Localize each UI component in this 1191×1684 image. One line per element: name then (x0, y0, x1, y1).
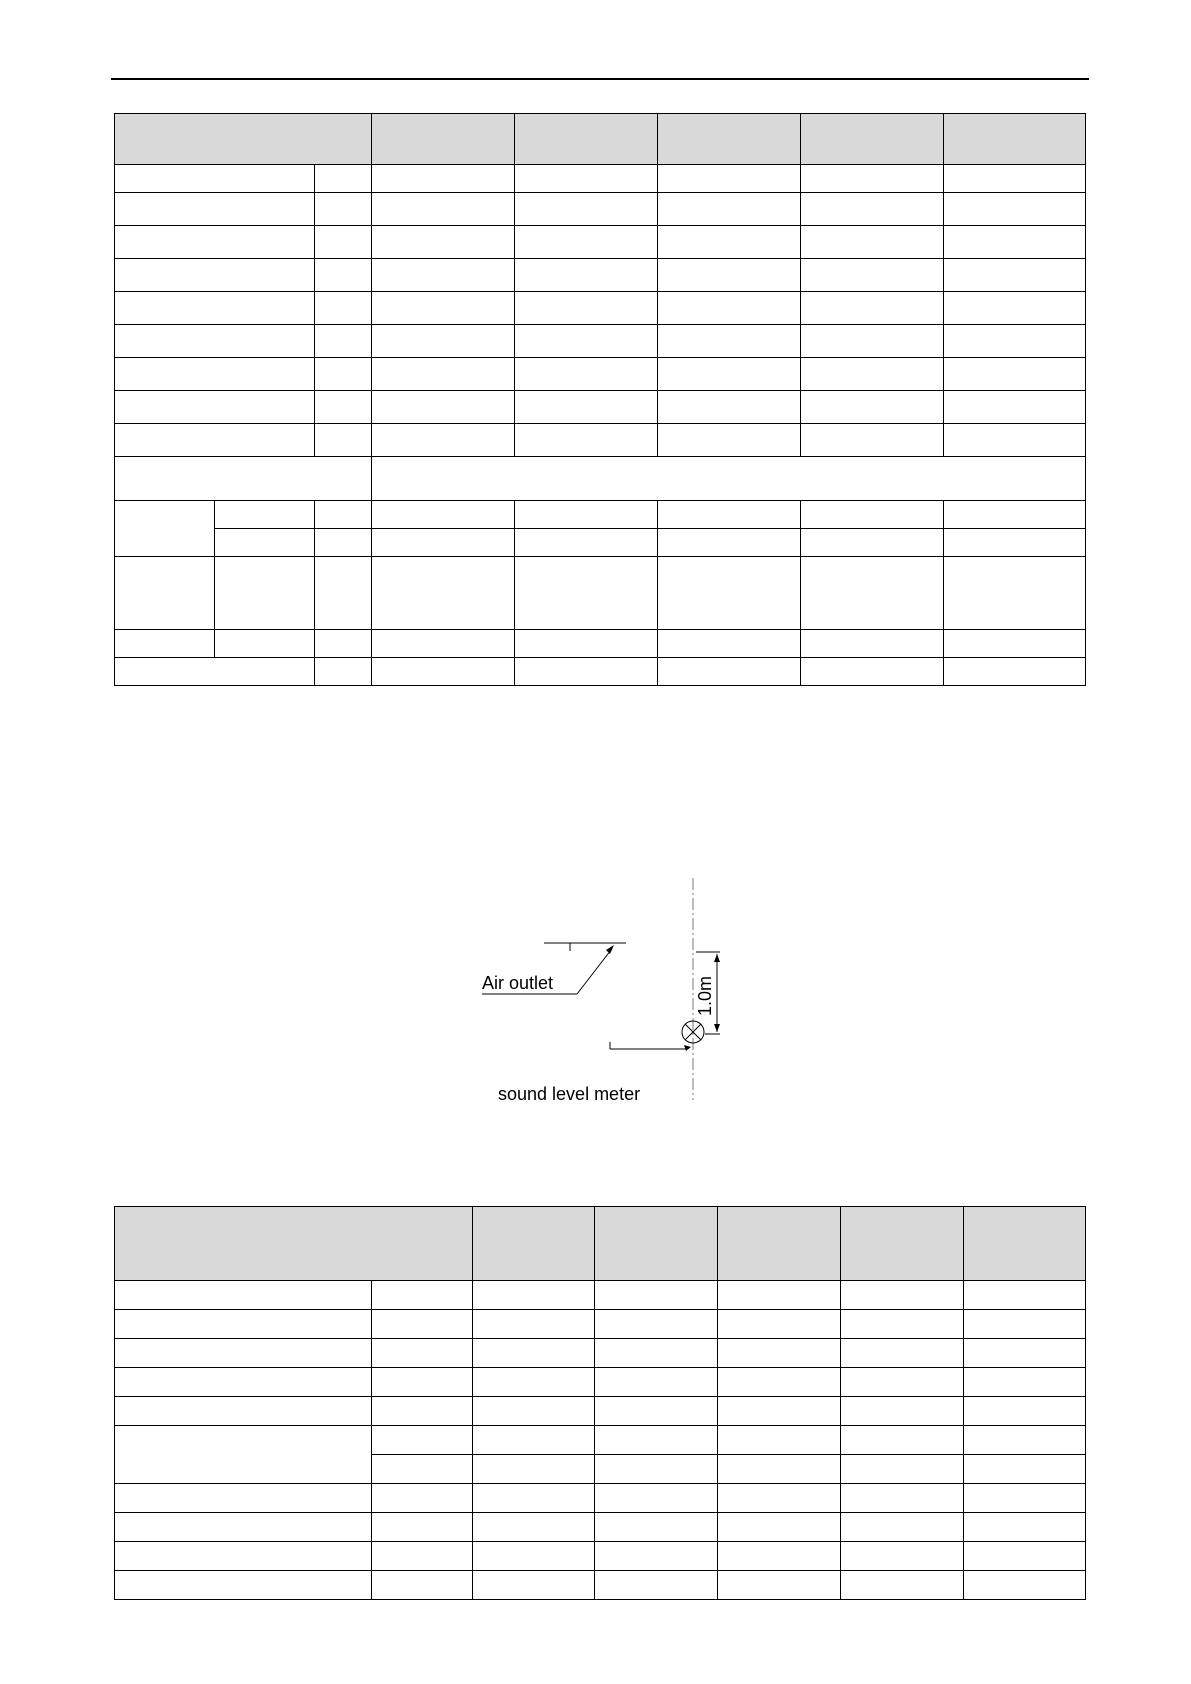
table-cell (964, 1455, 1086, 1484)
dimension-arrow-bottom (714, 1024, 720, 1032)
table-row (115, 501, 1086, 529)
air-outlet-label: Air outlet (482, 973, 554, 993)
table-row (115, 557, 1086, 630)
table-cell (595, 1513, 718, 1542)
table-cell (595, 1426, 718, 1455)
table-row (115, 1571, 1086, 1600)
table-row (115, 1368, 1086, 1397)
table-cell (115, 1571, 372, 1600)
table-row (115, 630, 1086, 658)
table-row (115, 226, 1086, 259)
table-cell (515, 165, 658, 193)
table-cell (515, 226, 658, 259)
table-cell (372, 1281, 473, 1310)
table-cell (944, 391, 1086, 424)
table-row (115, 529, 1086, 557)
table-cell (372, 658, 515, 686)
table-cell (944, 292, 1086, 325)
table-cell (658, 325, 801, 358)
table-cell (473, 1455, 595, 1484)
table-cell (315, 529, 372, 557)
table-cell (944, 259, 1086, 292)
table-cell (801, 501, 944, 529)
table-cell-group (115, 501, 215, 557)
table-cell (944, 193, 1086, 226)
table-cell (372, 226, 515, 259)
table-cell (115, 292, 315, 325)
distance-label: 1.0m (695, 975, 715, 1016)
table-cell (315, 193, 372, 226)
table-cell (658, 292, 801, 325)
table-cell (801, 424, 944, 457)
table-cell (944, 658, 1086, 686)
table-row (115, 292, 1086, 325)
table-cell (515, 193, 658, 226)
table-cell (372, 325, 515, 358)
table-cell (944, 630, 1086, 658)
header-cell (115, 114, 372, 165)
table-cell (658, 226, 801, 259)
table-cell (115, 325, 315, 358)
table-cell (841, 1455, 964, 1484)
table-cell (115, 1368, 372, 1397)
table-cell (944, 557, 1086, 630)
table-cell (315, 658, 372, 686)
table-cell (964, 1542, 1086, 1571)
table-cell (515, 630, 658, 658)
table-header-row (115, 1207, 1086, 1281)
table-cell (944, 165, 1086, 193)
header-rule (111, 78, 1089, 80)
table-cell (718, 1339, 841, 1368)
table-cell (595, 1484, 718, 1513)
table-cell (115, 1484, 372, 1513)
table-cell (718, 1310, 841, 1339)
table-cell (801, 630, 944, 658)
table-cell (658, 259, 801, 292)
table-cell (964, 1513, 1086, 1542)
table-cell (473, 1397, 595, 1426)
table-cell (315, 424, 372, 457)
spec-table-upper (114, 113, 1086, 686)
table-cell (964, 1571, 1086, 1600)
header-cell (372, 114, 515, 165)
table-cell (658, 424, 801, 457)
table-cell (515, 292, 658, 325)
table-cell (115, 1397, 372, 1426)
header-cell (944, 114, 1086, 165)
table-row (115, 424, 1086, 457)
table-cell (315, 630, 372, 658)
table-cell (315, 557, 372, 630)
table-cell (944, 325, 1086, 358)
table-cell-merged (372, 457, 1086, 501)
table-cell (841, 1339, 964, 1368)
table-cell (372, 193, 515, 226)
table-cell (372, 1339, 473, 1368)
table-cell (801, 658, 944, 686)
table-cell (841, 1513, 964, 1542)
table-cell (515, 658, 658, 686)
table-cell (473, 1484, 595, 1513)
dimension-arrow-top (714, 954, 720, 962)
table-cell (115, 226, 315, 259)
table-cell (718, 1542, 841, 1571)
table-row (115, 193, 1086, 226)
table-cell (658, 557, 801, 630)
table-cell (115, 391, 315, 424)
table-cell (718, 1571, 841, 1600)
table-cell (115, 457, 372, 501)
table-cell (473, 1310, 595, 1339)
table-cell (473, 1542, 595, 1571)
table-row (115, 165, 1086, 193)
table-cell (115, 1281, 372, 1310)
table-cell (515, 358, 658, 391)
table-cell (801, 259, 944, 292)
table-cell (718, 1484, 841, 1513)
table-cell (658, 193, 801, 226)
table-cell (372, 391, 515, 424)
table-cell (372, 424, 515, 457)
table-cell (964, 1281, 1086, 1310)
table-cell (595, 1368, 718, 1397)
table-cell (515, 501, 658, 529)
table-cell (215, 630, 315, 658)
table-cell (718, 1368, 841, 1397)
table-cell (115, 259, 315, 292)
table-cell (841, 1368, 964, 1397)
table-cell (658, 165, 801, 193)
table-cell (964, 1397, 1086, 1426)
table-cell (473, 1426, 595, 1455)
table-cell (473, 1368, 595, 1397)
table-row (115, 325, 1086, 358)
table-cell (372, 165, 515, 193)
table-cell (944, 424, 1086, 457)
table-cell (841, 1281, 964, 1310)
table-cell (215, 529, 315, 557)
table-cell (658, 358, 801, 391)
table-cell (595, 1339, 718, 1368)
table-cell (372, 501, 515, 529)
table-cell-group (115, 1426, 372, 1484)
table-cell (658, 501, 801, 529)
leader-line (577, 950, 611, 994)
table-cell (372, 557, 515, 630)
table-cell (315, 226, 372, 259)
table-cell (595, 1571, 718, 1600)
table-row (115, 658, 1086, 686)
table-cell (315, 501, 372, 529)
leader-arrowhead (606, 945, 614, 954)
table-row (115, 1542, 1086, 1571)
table-cell (515, 259, 658, 292)
table-row (115, 1484, 1086, 1513)
table-cell (372, 1455, 473, 1484)
table-row (115, 1281, 1086, 1310)
table-row (115, 1397, 1086, 1426)
table-cell (372, 358, 515, 391)
table-cell (801, 193, 944, 226)
table-cell (801, 226, 944, 259)
table-cell (372, 292, 515, 325)
table-cell (944, 226, 1086, 259)
spec-table-lower (114, 1206, 1086, 1600)
table-cell (658, 391, 801, 424)
table-cell (515, 557, 658, 630)
table-cell (718, 1513, 841, 1542)
table-row (115, 259, 1086, 292)
table-cell (801, 325, 944, 358)
table-cell (372, 1484, 473, 1513)
table-cell (801, 557, 944, 630)
table-cell (964, 1339, 1086, 1368)
table-cell (595, 1281, 718, 1310)
table-header-row (115, 114, 1086, 165)
header-cell (841, 1207, 964, 1281)
table-cell (801, 529, 944, 557)
table-cell (315, 292, 372, 325)
table-cell (372, 1426, 473, 1455)
table-cell (515, 391, 658, 424)
table-cell (841, 1426, 964, 1455)
table-cell (841, 1542, 964, 1571)
table-cell (658, 658, 801, 686)
header-cell (595, 1207, 718, 1281)
header-cell (515, 114, 658, 165)
table-cell (841, 1397, 964, 1426)
table-cell (801, 358, 944, 391)
table-cell (372, 529, 515, 557)
table-cell (315, 259, 372, 292)
table-cell (372, 1513, 473, 1542)
table-cell (658, 630, 801, 658)
table-cell (964, 1310, 1086, 1339)
table-cell (115, 630, 215, 658)
table-cell (944, 358, 1086, 391)
table-cell (718, 1397, 841, 1426)
table-cell (801, 292, 944, 325)
header-cell (473, 1207, 595, 1281)
table-cell (718, 1281, 841, 1310)
table-cell (115, 1310, 372, 1339)
table-cell (944, 529, 1086, 557)
sound-level-meter-label: sound level meter (498, 1084, 641, 1104)
table-cell (473, 1339, 595, 1368)
table-row (115, 1426, 1086, 1455)
table-cell (801, 391, 944, 424)
meter-leader-arrowhead (684, 1045, 691, 1051)
table-cell (115, 424, 315, 457)
table-cell (215, 557, 315, 630)
table-cell (595, 1542, 718, 1571)
table-cell (473, 1513, 595, 1542)
header-cell (658, 114, 801, 165)
table-cell (718, 1455, 841, 1484)
table-cell (473, 1281, 595, 1310)
table-cell (372, 1542, 473, 1571)
table-cell (473, 1571, 595, 1600)
table-cell (964, 1484, 1086, 1513)
table-cell (315, 358, 372, 391)
table-cell (115, 165, 315, 193)
table-cell (115, 193, 315, 226)
table-row (115, 358, 1086, 391)
header-cell (718, 1207, 841, 1281)
table-cell (115, 1542, 372, 1571)
table-cell (595, 1455, 718, 1484)
table-cell (372, 1397, 473, 1426)
table-cell (115, 358, 315, 391)
table-cell (841, 1571, 964, 1600)
table-cell (115, 1513, 372, 1542)
table-cell (315, 391, 372, 424)
table-cell (372, 1571, 473, 1600)
table-cell (595, 1310, 718, 1339)
table-cell (372, 1368, 473, 1397)
table-cell (515, 424, 658, 457)
measurement-diagram (460, 870, 760, 1110)
header-cell (115, 1207, 473, 1281)
table-cell (315, 165, 372, 193)
table-cell (372, 630, 515, 658)
table-cell (215, 501, 315, 529)
table-cell (964, 1368, 1086, 1397)
table-cell (515, 529, 658, 557)
table-cell (315, 325, 372, 358)
table-cell (115, 1339, 372, 1368)
table-cell (595, 1397, 718, 1426)
table-cell (658, 529, 801, 557)
table-cell (515, 325, 658, 358)
table-cell (372, 1310, 473, 1339)
table-cell (801, 165, 944, 193)
table-cell (841, 1484, 964, 1513)
table-cell (944, 501, 1086, 529)
table-cell (115, 557, 215, 630)
header-cell (964, 1207, 1086, 1281)
table-row-merged (115, 457, 1086, 501)
table-cell (115, 658, 315, 686)
table-row (115, 1310, 1086, 1339)
table-row (115, 1513, 1086, 1542)
table-cell (841, 1310, 964, 1339)
table-cell (718, 1426, 841, 1455)
header-cell (801, 114, 944, 165)
table-row (115, 391, 1086, 424)
table-row (115, 1339, 1086, 1368)
table-cell (964, 1426, 1086, 1455)
table-cell (372, 259, 515, 292)
